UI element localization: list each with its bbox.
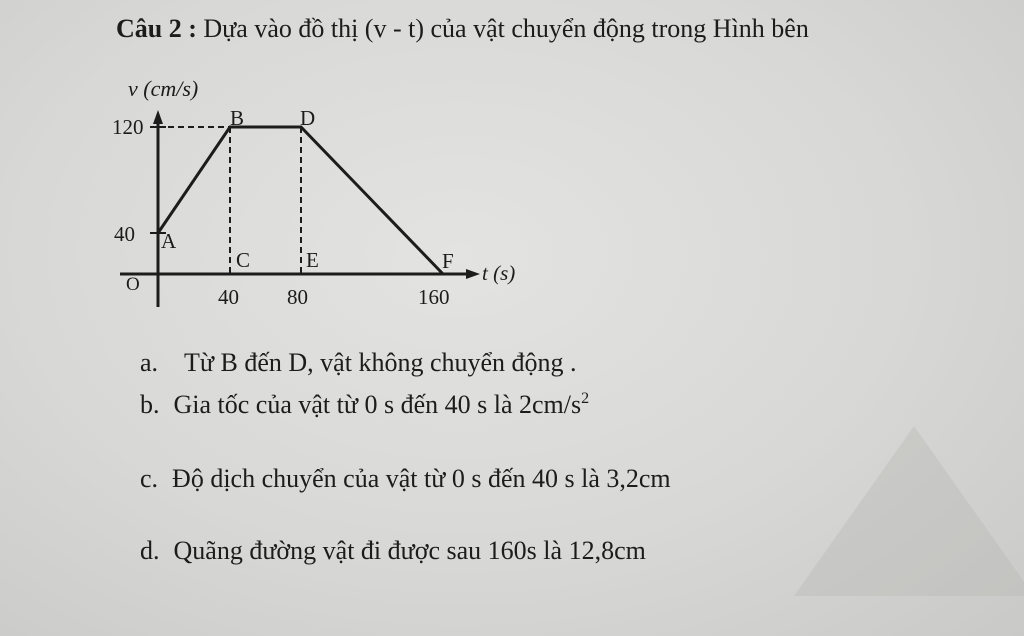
x-tick-80: 80 [287, 285, 308, 309]
option-b [140, 390, 589, 420]
option-d [140, 536, 646, 566]
option-c [140, 464, 671, 494]
y-tick-120: 120 [112, 115, 144, 139]
x-tick-160: 160 [418, 285, 450, 309]
option-c-text: Độ dịch chuyển của vật từ 0 s đến 40 s là 3,2cm [172, 464, 671, 493]
option-a [140, 348, 577, 378]
point-b-label: B [230, 106, 245, 130]
question-heading [116, 14, 809, 44]
vt-graph-svg [100, 70, 540, 320]
option-b-letter: b. [140, 390, 160, 419]
y-tick-40: 40 [114, 222, 135, 246]
point-e-label: E [306, 248, 319, 272]
option-b-text: Gia tốc của vật từ 0 s đến 40 s là 2cm/s [173, 390, 582, 419]
origin-label: O [126, 274, 140, 295]
question-text: Dựa vào đồ thị (v - t) của vật chuyển động trong Hình bên [203, 14, 809, 43]
v-axis-label: v (cm/s) [128, 76, 199, 101]
t-axis-arrow [466, 269, 480, 279]
option-b-exponent: 2 [581, 390, 590, 407]
v-axis-arrow [153, 110, 163, 124]
option-a-letter: a. [140, 348, 159, 377]
option-a-text: Từ B đến D, vật không chuyển động . [184, 348, 577, 377]
option-c-letter: c. [140, 464, 159, 493]
x-tick-40: 40 [218, 285, 239, 309]
option-d-text: Quãng đường vật đi được sau 160s là 12,8cm [173, 536, 646, 565]
t-axis-label: t (s) [482, 261, 516, 285]
background-shadow [794, 426, 1024, 596]
point-a-label: A [161, 229, 177, 253]
point-f-label: F [442, 249, 454, 273]
point-d-label: D [300, 106, 316, 130]
point-c-label: C [236, 248, 251, 272]
vt-graph [100, 70, 540, 320]
option-d-letter: d. [140, 536, 160, 565]
question-label: Câu 2 : [116, 14, 197, 43]
